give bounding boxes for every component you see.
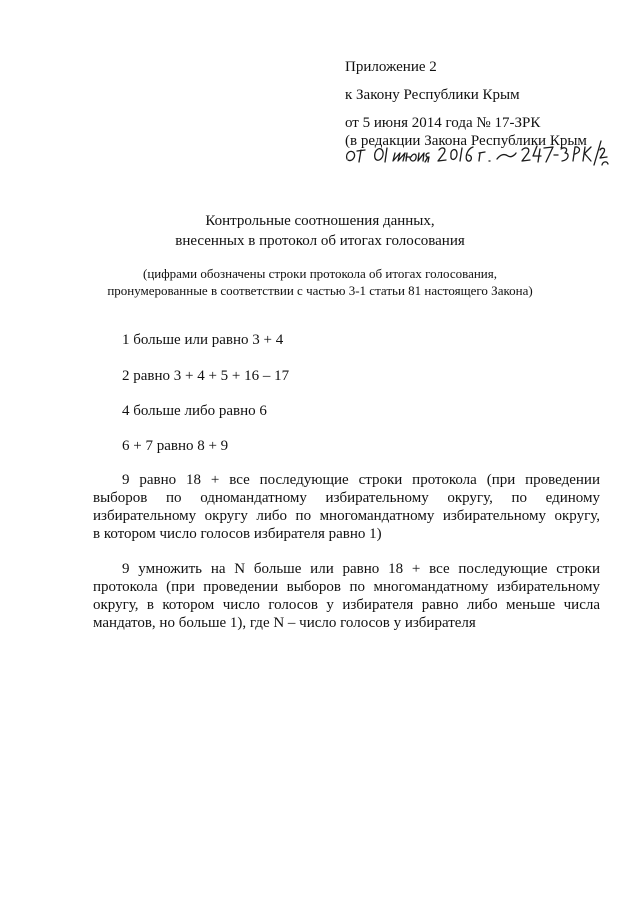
control-ratio-3: 4 больше либо равно 6 — [122, 403, 267, 419]
appendix-law-date: от 5 июня 2014 года № 17-ЗРК — [345, 115, 541, 131]
explanatory-note-line-1: (цифрами обозначены строки протокола об итогах голосования, — [143, 266, 497, 281]
document-title-line-2: внесенных в протокол об итогах голосования — [175, 233, 465, 249]
paragraph-line: избирательному округу либо по многомандатному избирательному округу, — [93, 508, 600, 524]
control-ratio-2: 2 равно 3 + 4 + 5 + 16 – 17 — [122, 368, 290, 384]
paragraph-line: выборов по одномандатному избирательному округу, по единому — [93, 490, 600, 506]
control-ratio-paragraph-2 — [93, 560, 600, 632]
control-ratio-1: 1 больше или равно 3 + 4 — [122, 332, 284, 348]
explanatory-note-line-2: пронумерованные в соответствии с частью 3-1 статьи 81 настоящего Закона) — [107, 283, 533, 298]
paragraph-line: мандатов, но больше 1), где N – число голосов у избирателя — [93, 615, 476, 631]
appendix-amendment-note: (в редакции Закона Республики Крым — [345, 133, 587, 149]
document-title-line-1: Контрольные соотношения данных, — [205, 213, 435, 229]
paragraph-line: 9 умножить на N больше или равно 18 + все последующие строки — [122, 561, 600, 577]
control-ratio-paragraph-1 — [93, 471, 600, 543]
paragraph-line: в котором число голосов избирателя равно 1) — [93, 526, 382, 542]
appendix-law-reference: к Закону Республики Крым — [345, 87, 520, 103]
paragraph-line: округу, в котором число голосов у избирателя равно либо меньше числа — [93, 597, 600, 613]
paragraph-line: протокола (при проведении выборов по многомандатному избирательному — [93, 579, 600, 595]
control-ratio-4: 6 + 7 равно 8 + 9 — [122, 438, 229, 454]
handwritten-amendment — [345, 135, 610, 171]
paragraph-line: 9 равно 18 + все последующие строки протокола (при проведении — [122, 472, 600, 488]
appendix-number: Приложение 2 — [345, 59, 437, 75]
